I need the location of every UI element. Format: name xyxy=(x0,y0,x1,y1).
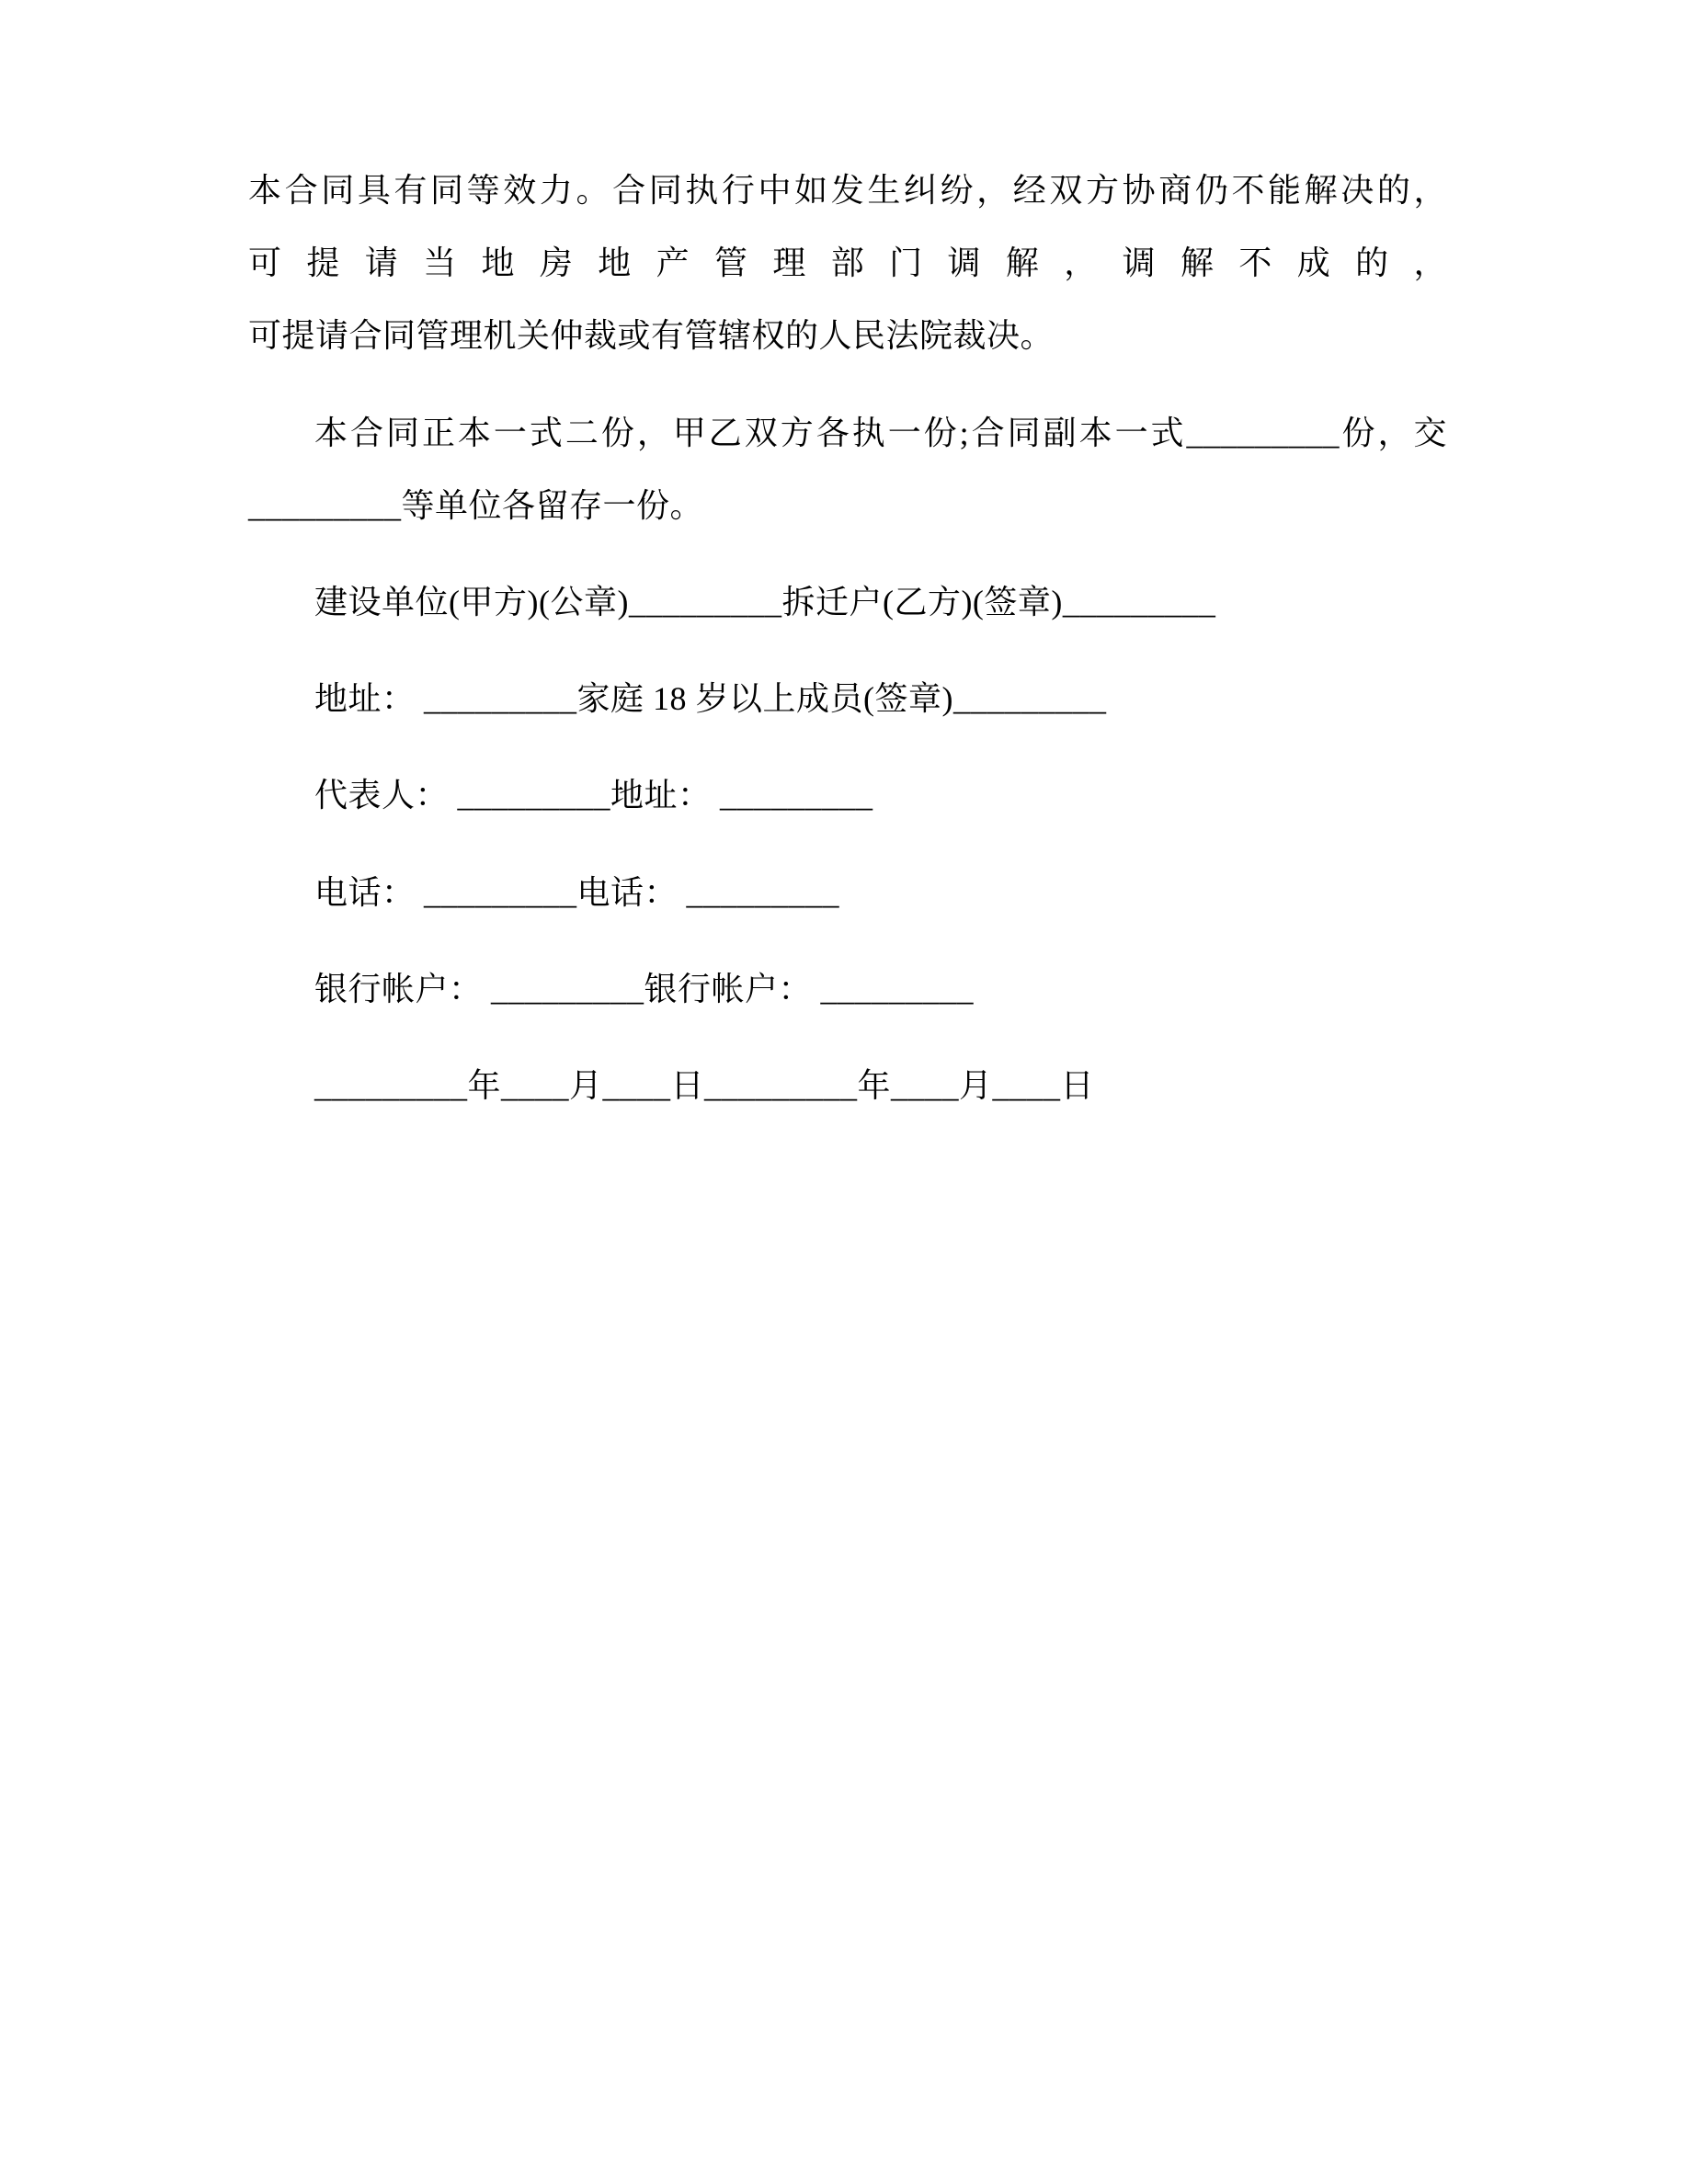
paragraph-dispute-resolution-clause: 本合同具有同等效力。合同执行中如发生纠纷，经双方协商仍不能解决的，可提请当地房地产管理部门调解，调解不成的，可提请合同管理机关仲裁或有管辖权的人民法院裁决。 xyxy=(248,172,1447,355)
signature-line-phone: 电话： _________电话： _________ xyxy=(314,873,840,911)
signature-line-bank-account: 银行帐户： _________银行帐户： _________ xyxy=(314,970,975,1007)
signature-line-representative-address: 代表人： _________地址： _________ xyxy=(314,777,873,814)
paragraph-copies-clause: 本合同正本一式二份，甲乙双方各执一份;合同副本一式_________份，交_________等单位各留存一份。 xyxy=(248,414,1447,524)
signature-line-party-seal: 建设单位(甲方)(公章)_________拆迁户(乙方)(签章)_________ xyxy=(314,583,1216,620)
signature-line-date: _________年____月____日_________年____月____日 xyxy=(314,1066,1094,1104)
contract-body xyxy=(248,154,1447,1122)
signature-line-address-members: 地址： _________家庭 18 岁以上成员(签章)_________ xyxy=(314,680,1107,718)
